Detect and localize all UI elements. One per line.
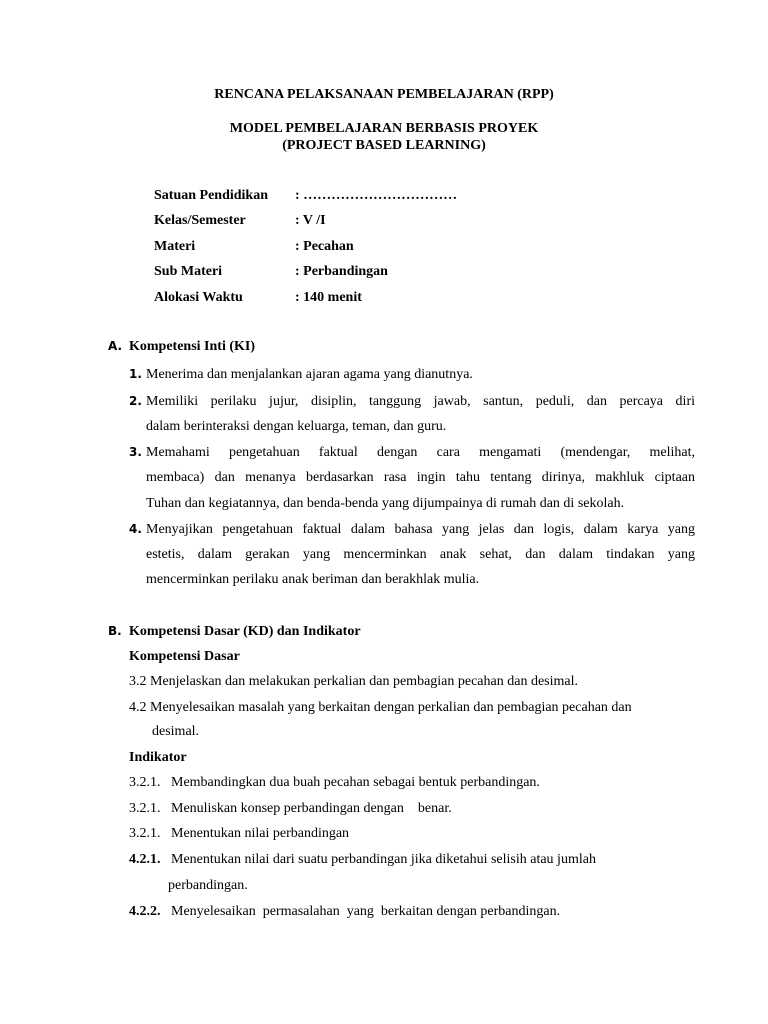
- kd-heading: Kompetensi Dasar: [129, 649, 240, 664]
- identity-value: : V /I: [295, 213, 326, 228]
- indicator-text: Menuliskan konsep perbandingan dengan benar.: [171, 801, 452, 816]
- ki-text: membaca) dan menanya berdasarkan rasa ingin tahu tentang dirinya, makhluk ciptaan: [146, 470, 695, 485]
- identity-label: Sub Materi: [154, 264, 223, 279]
- indicator-text: Membandingkan dua buah pecahan sebagai bentuk perbandingan.: [171, 775, 540, 790]
- indicator-heading: Indikator: [129, 750, 187, 765]
- indicator-text: Menentukan nilai perbandingan: [171, 826, 350, 841]
- ki-text: mencerminkan perilaku anak beriman dan berakhlak mulia.: [146, 572, 480, 587]
- document-title: RENCANA PELAKSANAAN PEMBELAJARAN (RPP): [214, 87, 554, 102]
- indicator-number: 3.2.1.: [129, 801, 161, 816]
- identity-value: : 140 menit: [295, 290, 362, 305]
- ki-text: Menyajikan pengetahuan faktual dalam bahasa yang jelas dan logis, dalam karya yang: [146, 522, 695, 537]
- indicator-text-continuation: perbandingan.: [168, 878, 248, 893]
- section-b-letter: B.: [108, 624, 122, 638]
- identity-label: Satuan Pendidikan: [154, 188, 268, 203]
- kd-item-continuation: desimal.: [152, 724, 200, 739]
- kd-item: 3.2 Menjelaskan dan melakukan perkalian dan pembagian pecahan dan desimal.: [129, 674, 578, 689]
- indicator-number: 3.2.1.: [129, 775, 161, 790]
- identity-label: Alokasi Waktu: [154, 290, 243, 305]
- ki-number: 1.: [129, 367, 142, 381]
- indicator-number: 3.2.1.: [129, 826, 161, 841]
- ki-number: 3.: [129, 445, 142, 459]
- identity-value: : Pecahan: [295, 239, 354, 254]
- indicator-number: 4.2.2.: [129, 904, 161, 919]
- section-a-heading: Kompetensi Inti (KI): [129, 339, 255, 354]
- indicator-number: 4.2.1.: [129, 852, 161, 867]
- section-b-heading: Kompetensi Dasar (KD) dan Indikator: [129, 624, 361, 639]
- ki-text: Memiliki perilaku jujur, disiplin, tanggung jawab, santun, peduli, dan percaya diri: [146, 394, 695, 409]
- ki-text: Tuhan dan kegiatannya, dan benda-benda yang dijumpainya di rumah dan di sekolah.: [146, 496, 625, 511]
- identity-label: Materi: [154, 239, 196, 254]
- indicator-text: Menentukan nilai dari suatu perbandingan jika diketahui selisih atau jumlah: [171, 852, 596, 867]
- ki-text: Menerima dan menjalankan ajaran agama yang dianutnya.: [146, 367, 473, 382]
- ki-text: Memahami pengetahuan faktual dengan cara mengamati (mendengar, melihat,: [146, 445, 695, 460]
- model-subtitle: (PROJECT BASED LEARNING): [282, 138, 486, 153]
- section-a-letter: A.: [108, 339, 123, 353]
- identity-value: : ……………………………: [295, 188, 458, 203]
- identity-label: Kelas/Semester: [154, 213, 246, 228]
- model-title: MODEL PEMBELAJARAN BERBASIS PROYEK: [229, 121, 539, 136]
- indicator-text: Menyelesaikan permasalahan yang berkaitan dengan perbandingan.: [171, 904, 561, 919]
- ki-number: 4.: [129, 522, 142, 536]
- ki-text: dalam berinteraksi dengan keluarga, teman, dan guru.: [146, 419, 447, 434]
- ki-number: 2.: [129, 394, 142, 408]
- identity-value: : Perbandingan: [295, 264, 388, 279]
- ki-text: estetis, dalam gerakan yang mencerminkan anak sehat, dan dalam tindakan yang: [146, 547, 695, 562]
- kd-item: 4.2 Menyelesaikan masalah yang berkaitan dengan perkalian dan pembagian pecahan dan: [129, 700, 632, 715]
